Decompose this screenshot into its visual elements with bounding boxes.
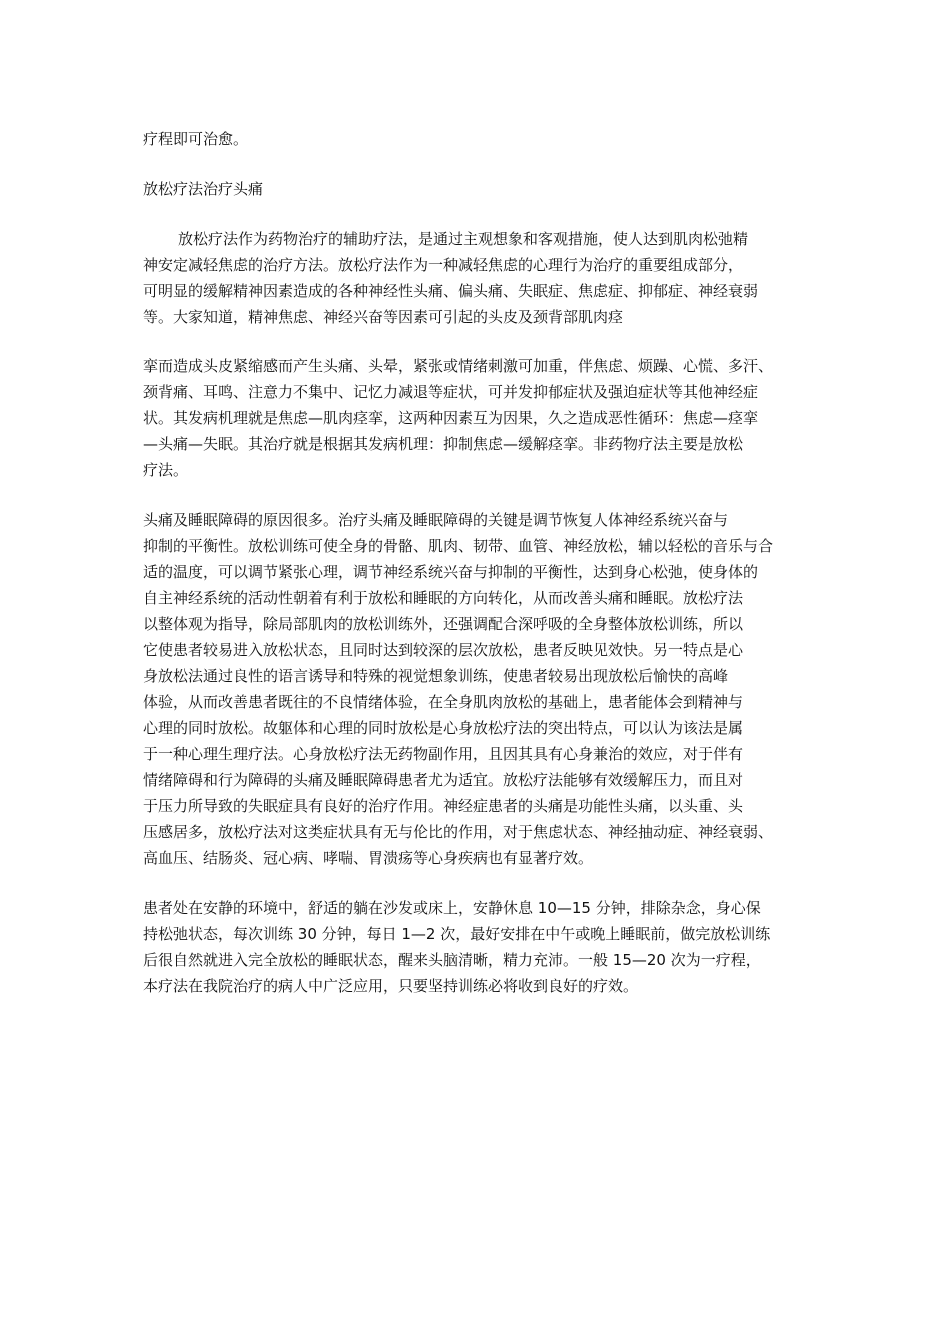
- paragraph-line: 适的温度，可以调节紧张心理，调节神经系统兴奋与抑制的平衡性，达到身心松弛，使身体的: [143, 563, 759, 581]
- paragraph-line: 颈背痛、耳鸣、注意力不集中、记忆力减退等症状，可并发抑郁症状及强迫症状等其他神经症: [143, 383, 759, 401]
- paragraph-line: 于压力所导致的失眠症具有良好的治疗作用。神经症患者的头痛是功能性头痛，以头重、头: [143, 797, 744, 815]
- paragraph-line: 于一种心理生理疗法。心身放松疗法无药物副作用，且因其具有心身兼治的效应，对于伴有: [143, 745, 744, 763]
- paragraph-line: 自主神经系统的活动性朝着有利于放松和睡眠的方向转化，从而改善头痛和睡眠。放松疗法: [143, 589, 744, 607]
- paragraph-line: 可明显的缓解精神因素造成的各种神经性头痛、偏头痛、失眠症、焦虑症、抑郁症、神经衰弱: [143, 282, 759, 300]
- paragraph-line: 情绪障碍和行为障碍的头痛及睡眠障碍患者尤为适宜。放松疗法能够有效缓解压力，而且对: [143, 771, 744, 789]
- paragraph-line: 后很自然就进入完全放松的睡眠状态，醒来头脑清晰，精力充沛。一般 15—20 次为一疗程，: [143, 951, 761, 969]
- section-heading: 放松疗法治疗头痛: [143, 180, 264, 198]
- paragraph-line: 患者处在安静的环境中，舒适的躺在沙发或床上，安静休息 10—15 分钟，排除杂念，身心保: [143, 899, 761, 917]
- paragraph-line: 状。其发病机理就是焦虑—肌肉痉挛，这两种因素互为因果，久之造成恶性循环：焦虑—痉挛: [143, 409, 759, 427]
- paragraph-line: 抑制的平衡性。放松训练可使全身的骨骼、肌肉、韧带、血管、神经放松，辅以轻松的音乐与合: [143, 537, 774, 555]
- paragraph-line: 身放松法通过良性的语言诱导和特殊的视觉想象训练，使患者较易出现放松后愉快的高峰: [143, 667, 729, 685]
- paragraph-line: 放松疗法作为药物治疗的辅助疗法，是通过主观想象和客观措施，使人达到肌肉松弛精: [178, 230, 749, 248]
- paragraph-line: 持松弛状态，每次训练 30 分钟，每日 1—2 次，最好安排在中午或晚上睡眠前，做完放松训练: [143, 925, 771, 943]
- paragraph-line: —头痛—失眠。其治疗就是根据其发病机理：抑制焦虑—缓解痉挛。非药物疗法主要是放松: [143, 435, 744, 453]
- paragraph-line: 等。大家知道，精神焦虑、神经兴奋等因素可引起的头皮及颈背部肌肉痉: [143, 308, 624, 326]
- paragraph-line: 压感居多，放松疗法对这类症状具有无与伦比的作用，对于焦虑状态、神经抽动症、神经衰弱、: [143, 823, 774, 841]
- continuation-line: 疗程即可治愈。: [143, 130, 249, 148]
- paragraph-line: 心理的同时放松。故躯体和心理的同时放松是心身放松疗法的突出特点，可以认为该法是属: [143, 719, 744, 737]
- paragraph-line: 挛而造成头皮紧缩感而产生头痛、头晕，紧张或情绪刺激可加重，伴焦虑、烦躁、心慌、多汗、: [143, 357, 774, 375]
- paragraph-line: 疗法。: [143, 461, 189, 479]
- paragraph-line: 体验，从而改善患者既往的不良情绪体验，在全身肌肉放松的基础上，患者能体会到精神与: [143, 693, 744, 711]
- paragraph-line: 神安定减轻焦虑的治疗方法。放松疗法作为一种减轻焦虑的心理行为治疗的重要组成部分，: [143, 256, 744, 274]
- paragraph-line: 高血压、结肠炎、冠心病、哮喘、胃溃疡等心身疾病也有显著疗效。: [143, 849, 594, 867]
- paragraph-line: 本疗法在我院治疗的病人中广泛应用，只要坚持训练必将收到良好的疗效。: [143, 977, 639, 995]
- paragraph-line: 头痛及睡眠障碍的原因很多。治疗头痛及睡眠障碍的关键是调节恢复人体神经系统兴奋与: [143, 511, 729, 529]
- paragraph-line: 以整体观为指导，除局部肌肉的放松训练外，还强调配合深呼吸的全身整体放松训练，所以: [143, 615, 744, 633]
- paragraph-line: 它使患者较易进入放松状态，且同时达到较深的层次放松，患者反映见效快。另一特点是心: [143, 641, 744, 659]
